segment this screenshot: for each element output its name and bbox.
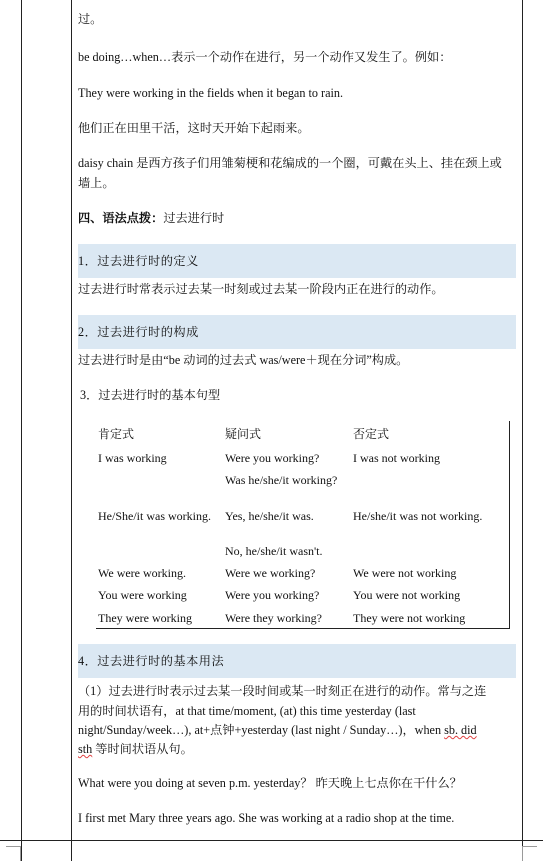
section4-title	[78, 208, 224, 228]
usage-line-1: （1）过去进行时表示过去某一段时间或某一时刻正在进行的动作。常与之连	[78, 684, 487, 698]
top-text: 过。	[78, 12, 103, 26]
example-question: What were you doing at seven p.m. yesterday？ 昨天晚上七点你在干什么？	[78, 776, 462, 790]
row2-answer-no: No, he/she/it wasn't.	[225, 544, 323, 558]
row3-question: Were we working?	[225, 566, 316, 580]
corner-mark-right-h	[522, 846, 537, 847]
bottom-border	[0, 840, 543, 841]
para-be-doing: be doing…when…表示一个动作在进行，另一个动作又发生了。例如：	[78, 50, 452, 64]
row4-affirmative: You were working	[98, 588, 187, 602]
example-zh: 他们正在田里干活，这时天开始下起雨来。	[78, 121, 310, 135]
corner-mark-left-v	[20, 846, 21, 861]
heading-structure: 2．过去进行时的构成	[78, 325, 199, 339]
row5-affirmative: They were working	[98, 611, 192, 625]
heading-band-4	[78, 644, 516, 678]
usage-line-4-rest: 等时间状语从句。	[92, 742, 193, 756]
header-affirmative: 肯定式	[98, 427, 135, 441]
usage-line-4	[78, 739, 193, 759]
heading-usage: 4．过去进行时的基本用法	[78, 654, 225, 668]
corner-mark-left-h	[6, 846, 21, 847]
row1-negative: I was not working	[353, 451, 440, 465]
row2-negative: He/she/it was not working.	[353, 509, 483, 523]
header-question: 疑问式	[225, 427, 262, 441]
column-divider	[71, 0, 72, 861]
usage-line-3-main: night/Sunday/week…), at+点钟+yesterday (last night / Sunday…)，when	[78, 723, 445, 737]
table-right-border	[509, 421, 510, 629]
table-bottom-border	[96, 628, 510, 629]
section4-topic: 过去进行时	[163, 211, 225, 225]
usage-line-3	[78, 720, 477, 740]
right-border	[522, 0, 523, 861]
daisy-chain-note: daisy chain 是西方孩子们用雏菊梗和花编成的一个圈，可戴在头上、挂在颈上或墙上。	[78, 156, 502, 190]
row2-answer-yes: Yes, he/she/it was.	[225, 509, 314, 523]
heading-patterns: 3．过去进行时的基本句型	[80, 388, 221, 402]
usage-line-2: 用的时间状语有，at that time/moment, (at) this time yesterday (last	[78, 704, 416, 718]
row3-negative: We were not working	[353, 566, 457, 580]
row3-affirmative: We were working.	[98, 566, 187, 580]
usage-line-3-sb: sb. did	[444, 723, 477, 737]
row1-affirmative: I was working	[98, 451, 167, 465]
left-border	[21, 0, 22, 861]
row5-negative: They were not working	[353, 611, 466, 625]
structure-text: 过去进行时是由“be 动词的过去式 was/were＋现在分词”构成。	[78, 353, 409, 367]
row1-question: Were you working?	[225, 451, 320, 465]
row4-negative: You were not working	[353, 588, 461, 602]
example-en: They were working in the fields when it began to rain.	[78, 86, 344, 100]
heading-band-2	[78, 315, 516, 349]
heading-band-1	[78, 244, 516, 278]
definition-text: 过去进行时常表示过去某一时刻或过去某一阶段内正在进行的动作。	[78, 282, 444, 296]
row2-affirmative: He/She/it was working.	[98, 509, 211, 523]
corner-mark-right-v	[522, 846, 523, 861]
usage-line-4-sth: sth	[78, 742, 93, 756]
header-negative: 否定式	[353, 427, 390, 441]
row4-question: Were you working?	[225, 588, 320, 602]
section4-heading: 四、语法点拨：	[78, 211, 164, 225]
heading-definition: 1．过去进行时的定义	[78, 254, 199, 268]
sentence-pattern-table	[96, 421, 510, 629]
row5-question: Were they working?	[225, 611, 322, 625]
row1-question-2: Was he/she/it working?	[225, 473, 338, 487]
example-mary: I first met Mary three years ago. She was working at a radio shop at the time.	[78, 811, 455, 825]
